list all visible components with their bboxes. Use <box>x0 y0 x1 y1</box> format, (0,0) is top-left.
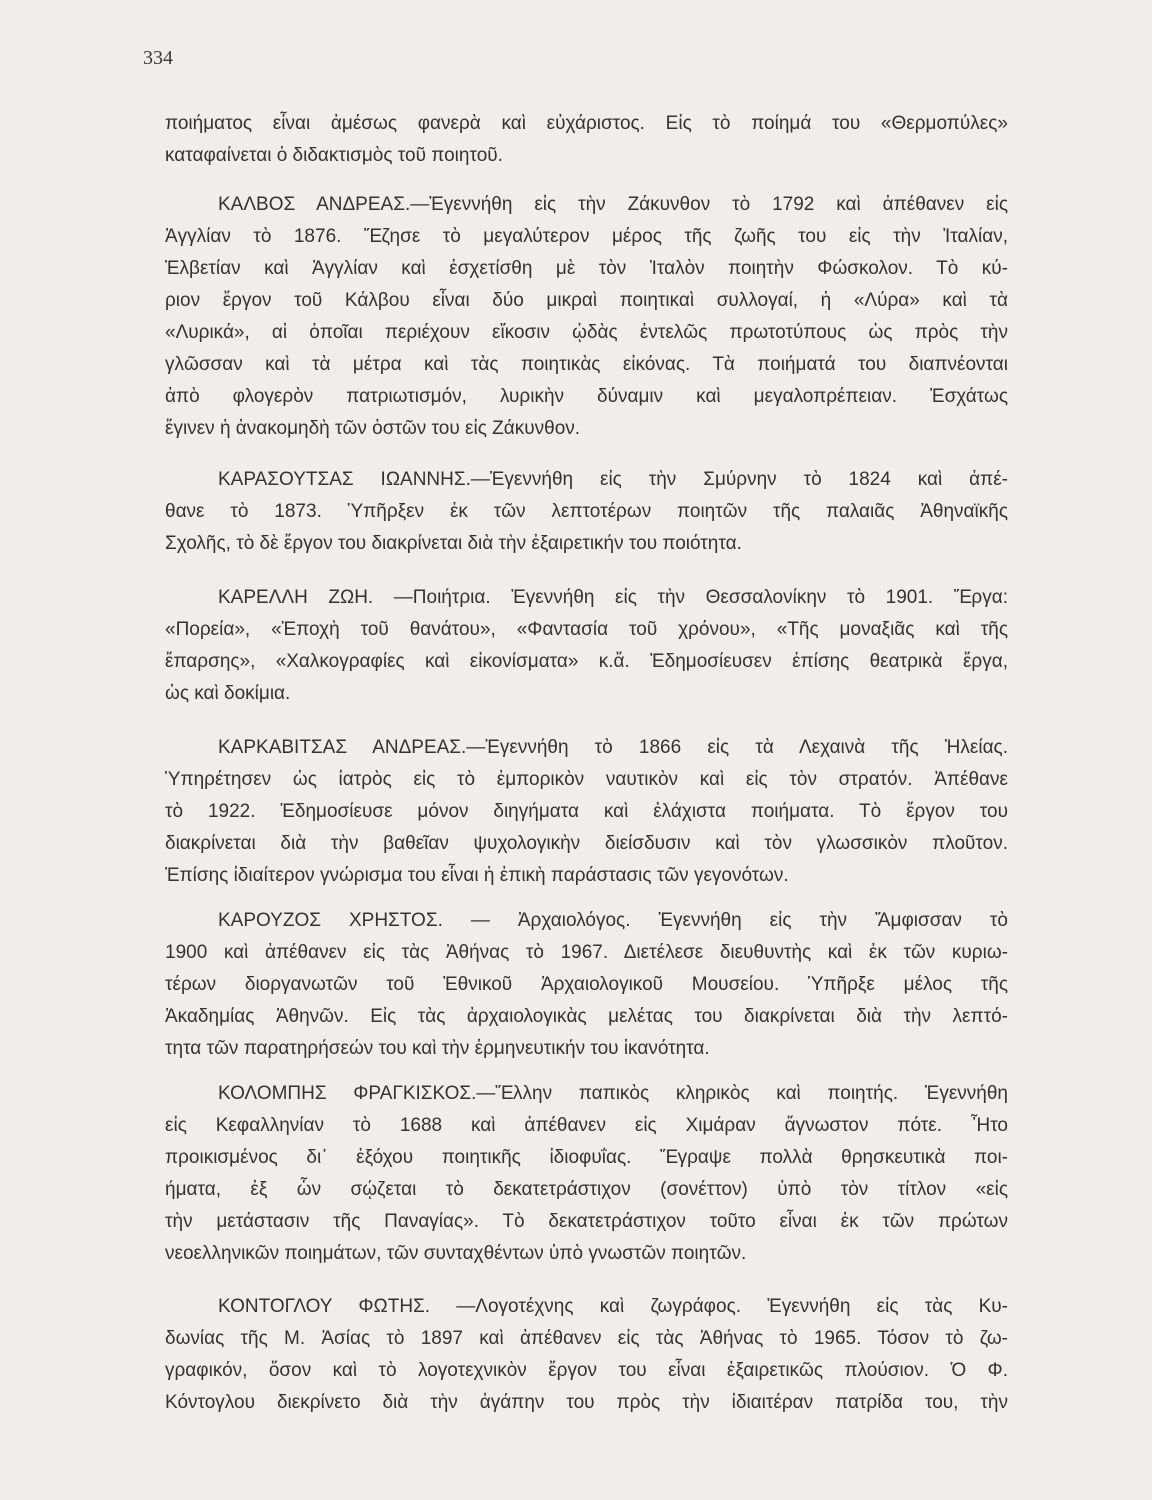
text-line: ΚΟΛΟΜΠΗΣ ΦΡΑΓΚΙΣΚΟΣ.—Ἕλλην παπικὸς κληρικὸς καὶ ποιητής. Ἐγεννήθη <box>218 1083 1008 1104</box>
text-line: ΚΑΡΟΥΖΟΣ ΧΡΗΣΤΟΣ. — Ἀρχαιολόγος. Ἐγεννήθη εἰς τὴν Ἄμφισσαν τὸ <box>218 910 1008 931</box>
page-number: 334 <box>143 47 173 69</box>
text-line: Κόντογλου διεκρίνετο διὰ τὴν ἀγάπην του πρὸς τὴν ἰδιαιτέραν πατρίδα του, τὴν <box>165 1392 1008 1413</box>
paragraph <box>165 582 1008 710</box>
text-line: ΚΟΝΤΟΓΛΟΥ ΦΩΤΗΣ. —Λογοτέχνης καὶ ζωγράφος. Ἐγεννήθη εἰς τὰς Κυ- <box>218 1296 1008 1317</box>
paragraph <box>165 732 1008 892</box>
text-line: 1900 καὶ ἀπέθανεν εἰς τὰς Ἀθήνας τὸ 1967. Διετέλεσε διευθυντὴς καὶ ἐκ τῶν κυριω- <box>165 942 1008 963</box>
paragraph <box>165 1291 1008 1419</box>
paragraph <box>165 464 1008 560</box>
text-line: Σχολῆς, τὸ δὲ ἔργον του διακρίνεται διὰ τὴν ἐξαιρετικήν του ποιότητα. <box>165 533 742 554</box>
text-line: δωνίας τῆς Μ. Ἀσίας τὸ 1897 καὶ ἀπέθανεν εἰς τὰς Ἀθήνας τὸ 1965. Τόσον τὸ ζω- <box>165 1328 1008 1349</box>
text-line: τέρων διοργανωτῶν τοῦ Ἐθνικοῦ Ἀρχαιολογικοῦ Μουσείου. Ὑπῆρξε μέλος τῆς <box>165 974 1008 995</box>
text-line: νεοελληνικῶν ποιημάτων, τῶν συνταχθέντων ὑπὸ γνωστῶν ποιητῶν. <box>165 1243 747 1264</box>
text-line: «Πορεία», «Ἐποχὴ τοῦ θανάτου», «Φαντασία τοῦ χρόνου», «Τῆς μοναξιᾶς καὶ τῆς <box>165 619 1008 640</box>
text-line: ΚΑΡΕΛΛΗ ΖΩΗ. —Ποιήτρια. Ἐγεννήθη εἰς τὴν Θεσσαλονίκην τὸ 1901. Ἔργα: <box>218 587 1008 608</box>
paragraph <box>165 108 1008 172</box>
text-line: τὴν μετάστασιν τῆς Παναγίας». Τὸ δεκατετράστιχον τοῦτο εἶναι ἐκ τῶν πρώτων <box>165 1211 1008 1232</box>
text-line: προικισμένος δι᾽ ἐξόχου ποιητικῆς ἰδιοφυΐας. Ἔγραψε πολλὰ θρησκευτικὰ ποι- <box>165 1147 1008 1168</box>
text-line: Ἀκαδημίας Ἀθηνῶν. Εἰς τὰς ἀρχαιολογικὰς μελέτας του διακρίνεται διὰ τὴν λεπτό- <box>165 1006 1008 1027</box>
text-line: Ὑπηρέτησεν ὡς ἰατρὸς εἰς τὸ ἐμπορικὸν ναυτικὸν καὶ εἰς τὸν στρατόν. Ἀπέθανε <box>165 769 1008 790</box>
text-line: τὸ 1922. Ἐδημοσίευσε μόνον διηγήματα καὶ ἐλάχιστα ποιήματα. Τὸ ἔργον του <box>165 801 1008 822</box>
text-line: ὡς καὶ δοκίμια. <box>165 683 291 704</box>
text-line: ἔγινεν ἡ ἀνακομηδὴ τῶν ὀστῶν του εἰς Ζάκυνθον. <box>165 418 581 439</box>
text-line: ἔπαρσης», «Χαλκογραφίες καὶ εἰκονίσματα» κ.ἄ. Ἐδημοσίευσεν ἐπίσης θεατρικὰ ἔργα, <box>165 651 1008 672</box>
text-line: ΚΑΡΚΑΒΙΤΣΑΣ ΑΝΔΡΕΑΣ.—Ἐγεννήθη τὸ 1866 εἰς τὰ Λεχαινὰ τῆς Ἠλείας. <box>218 737 1008 758</box>
text-line: Ἐπίσης ἰδιαίτερον γνώρισμα του εἶναι ἡ ἐπικὴ παράστασις τῶν γεγονότων. <box>165 865 789 886</box>
text-line: «Λυρικά», αἱ ὁποῖαι περιέχουν εἴκοσιν ᾠδὰς ἐντελῶς πρωτοτύπους ὡς πρὸς τὴν <box>165 322 1008 343</box>
text-line: εἰς Κεφαλληνίαν τὸ 1688 καὶ ἀπέθανεν εἰς Χιμάραν ἄγνωστον πότε. Ἦτο <box>165 1115 1008 1136</box>
text-line: ήματα, ἐξ ὧν σῴζεται τὸ δεκατετράστιχον (σονέττον) ὑπὸ τὸν τίτλον «εἰς <box>165 1179 1008 1200</box>
text-line: ἀπὸ φλογερὸν πατριωτισμόν, λυρικὴν δύναμιν καὶ μεγαλοπρέπειαν. Ἐσχάτως <box>165 386 1008 407</box>
text-line: ΚΑΡΑΣΟΥΤΣΑΣ ΙΩΑΝΝΗΣ.—Ἐγεννήθη εἰς τὴν Σμύρνην τὸ 1824 καὶ ἀπέ- <box>218 469 1008 490</box>
text-line: ΚΑΛΒΟΣ ΑΝΔΡΕΑΣ.—Ἐγεννήθη εἰς τὴν Ζάκυνθον τὸ 1792 καὶ ἀπέθανεν εἰς <box>218 194 1008 215</box>
text-line: γλῶσσαν καὶ τὰ μέτρα καὶ τὰς ποιητικὰς εἰκόνας. Τὰ ποιήματά του διαπνέονται <box>165 354 1008 375</box>
text-line: ριον ἔργον τοῦ Κάλβου εἶναι δύο μικραὶ ποιητικαὶ συλλογαί, ἡ «Λύρα» καὶ τὰ <box>165 290 1008 311</box>
text-line: καταφαίνεται ὁ διδακτισμὸς τοῦ ποιητοῦ. <box>165 145 503 166</box>
text-line: τητα τῶν παρατηρήσεών του καὶ τὴν ἑρμηνευτικήν του ἱκανότητα. <box>165 1038 710 1059</box>
text-line: γραφικόν, ὅσον καὶ τὸ λογοτεχνικὸν ἔργον του εἶναι ἐξαιρετικῶς πλούσιον. Ὁ Φ. <box>165 1360 1008 1381</box>
text-line: ποιήματος εἶναι ἀμέσως φανερὰ καὶ εὐχάριστος. Εἰς τὸ ποίημά του «Θερμοπύλες» <box>165 113 1008 134</box>
paragraph <box>165 189 1008 445</box>
text-line: διακρίνεται διὰ τὴν βαθεῖαν ψυχολογικὴν διείσδυσιν καὶ τὸν γλωσσικὸν πλοῦτον. <box>165 833 1008 854</box>
paragraph <box>165 905 1008 1065</box>
text-line: Ἀγγλίαν τὸ 1876. Ἔζησε τὸ μεγαλύτερον μέρος τῆς ζωῆς του εἰς τὴν Ἰταλίαν, <box>165 226 1008 247</box>
text-line: θανε τὸ 1873. Ὑπῆρξεν ἐκ τῶν λεπτοτέρων ποιητῶν τῆς παλαιᾶς Ἀθηναϊκῆς <box>165 501 1008 522</box>
text-line: Ἑλβετίαν καὶ Ἀγγλίαν καὶ ἐσχετίσθη μὲ τὸν Ἰταλὸν ποιητὴν Φώσκολον. Τὸ κύ- <box>165 258 1008 279</box>
paragraph <box>165 1078 1008 1270</box>
